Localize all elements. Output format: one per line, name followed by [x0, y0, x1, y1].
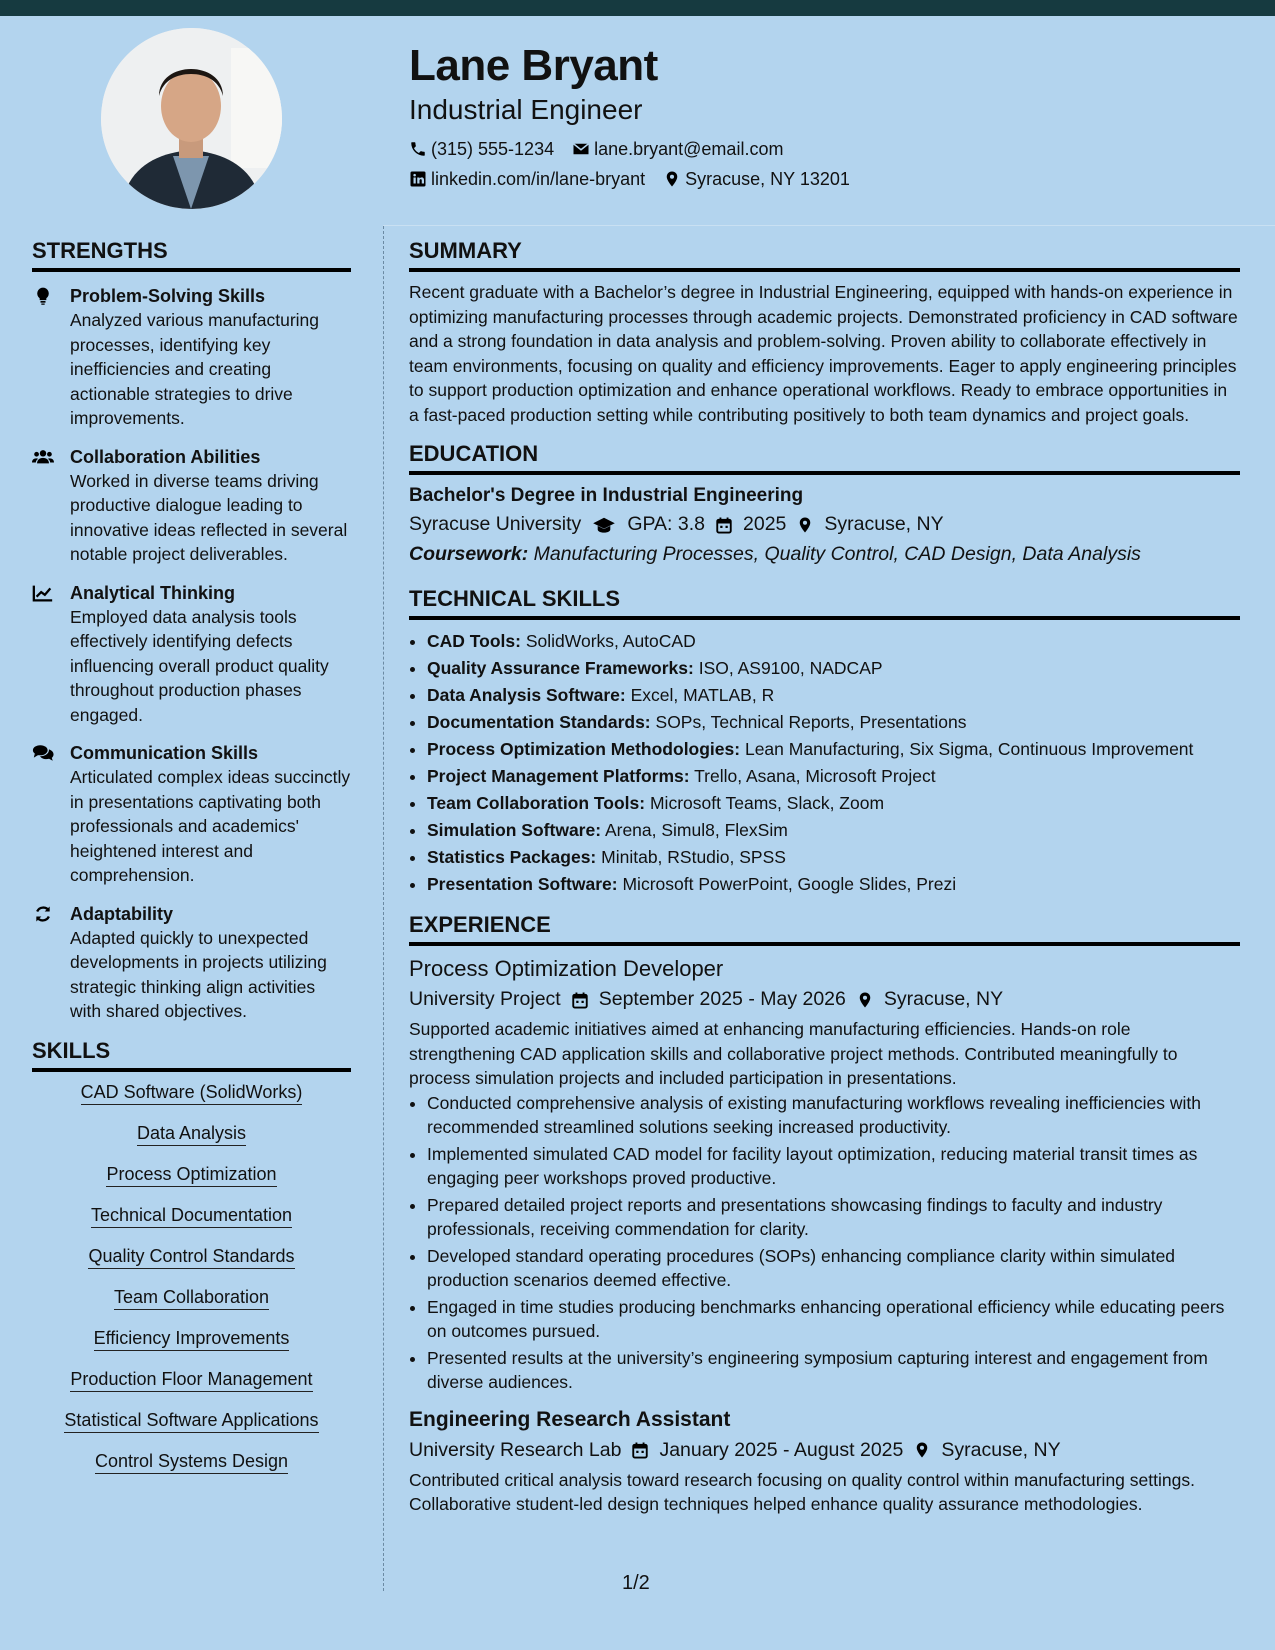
- skills-list: [32, 1080, 351, 1473]
- job-location: Syracuse, NY: [913, 1435, 1060, 1466]
- job-org: University Research Lab: [409, 1438, 622, 1461]
- skill-item: Statistical Software Applications: [32, 1408, 351, 1432]
- calendar-icon: [631, 1441, 649, 1459]
- chart-line-icon: [32, 583, 54, 603]
- tech-skill-item: • Presentation Software: Microsoft PowerPoint, Google Slides, Prezi: [427, 871, 1240, 898]
- strength-desc: Analyzed various manufacturing processes, identifying key inefficiencies and creating actionable strategies to drive improvements.: [70, 310, 320, 428]
- graduation-cap-icon: [591, 516, 617, 534]
- job-bullet: • Conducted comprehensive analysis of existing manufacturing workflows revealing inefficiencies with recommended streamlined solutions seeking increased productivity.: [427, 1091, 1240, 1140]
- lightbulb-icon: [32, 286, 54, 306]
- tech-skill-item: • Quality Assurance Frameworks: ISO, AS9100, NADCAP: [427, 655, 1240, 682]
- job-title: Engineering Research Assistant: [409, 1407, 731, 1431]
- linkedin-contact[interactable]: [409, 169, 645, 190]
- tech-skill-item: • CAD Tools: SolidWorks, AutoCAD: [427, 628, 1240, 655]
- email-contact[interactable]: [572, 139, 783, 160]
- job-bullets: [409, 1091, 1240, 1395]
- strength-item: [32, 581, 351, 728]
- skill-item: CAD Software (SolidWorks): [32, 1080, 351, 1104]
- strength-desc: Worked in diverse teams driving productive dialogue leading to innovative ideas reflected in several notable project deliverables.: [70, 470, 348, 564]
- job-bullet: • Presented results at the university’s engineering symposium capturing interest and engagement from diverse audiences.: [427, 1346, 1240, 1395]
- job-bullet: • Developed standard operating procedures (SOPs) enhancing compliance clarity within simulated production scenarios deemed effective.: [427, 1244, 1240, 1293]
- linkedin-text: linkedin.com/in/lane-bryant: [431, 168, 646, 189]
- envelope-icon: [572, 140, 590, 158]
- contact-info: [409, 134, 868, 194]
- candidate-name: Lane Bryant: [409, 41, 658, 90]
- strength-desc: Employed data analysis tools effectively identifying defects influencing overall product quality throughout production phases engaged.: [70, 606, 329, 725]
- location-text: Syracuse, NY 13201: [685, 168, 850, 189]
- calendar-icon: [571, 991, 589, 1009]
- linkedin-icon: [409, 170, 427, 188]
- graduation-year: 2025: [715, 509, 786, 540]
- strength-title: Problem-Solving Skills: [70, 286, 266, 306]
- strength-title: Collaboration Abilities: [70, 446, 261, 467]
- strength-item: [32, 741, 351, 888]
- skills-heading: SKILLS: [32, 1038, 351, 1072]
- school-name: Syracuse University: [409, 513, 582, 535]
- skill-item: Data Analysis: [32, 1121, 351, 1145]
- right-column: [409, 238, 1240, 1517]
- summary-text: Recent graduate with a Bachelor’s degree in Industrial Engineering, equipped with hands-on experience in optimizing manufacturing processes through academic projects. Demonstrated proficiency in CAD software and a strong foundation in data analysis and problem-solving. Proven ability to collaborate effectively in team environments, focusing on quality and efficiency improvements. Eager to apply engineering principles to support production optimization and enhance operational workflows. Ready to embrace opportunities in a fast-paced production setting while contributing positively to both team dynamics and project goals.: [409, 282, 1238, 425]
- strength-desc: Articulated complex ideas succinctly in presentations captivating both professionals and academics' heightened interest and comprehension.: [70, 767, 351, 885]
- degree-title: Bachelor's Degree in Industrial Engineering: [409, 485, 804, 506]
- phone-icon: [409, 140, 427, 158]
- tech-skill-item: • Documentation Standards: SOPs, Technical Reports, Presentations: [427, 709, 1240, 736]
- skill-item: Process Optimization: [32, 1162, 351, 1186]
- strength-desc: Adapted quickly to unexpected developments in projects utilizing strategic thinking align activities with shared objectives.: [70, 927, 327, 1021]
- summary-heading: SUMMARY: [409, 238, 1240, 272]
- refresh-icon: [32, 904, 54, 924]
- skill-item: Team Collaboration: [32, 1285, 351, 1309]
- education-heading: EDUCATION: [409, 441, 1240, 475]
- school-location: Syracuse, NY: [796, 509, 943, 540]
- strength-title: Analytical Thinking: [70, 582, 236, 603]
- job-location: Syracuse, NY: [856, 984, 1003, 1015]
- header-divider: [383, 225, 1275, 226]
- job-bullet: • Engaged in time studies producing benchmarks enhancing operational efficiency while educating peers on outcomes pursued.: [427, 1295, 1240, 1344]
- job-org: University Project: [409, 988, 561, 1010]
- job-meta: [409, 1435, 1240, 1466]
- tech-skill-item: • Team Collaboration Tools: Microsoft Teams, Slack, Zoom: [427, 790, 1240, 817]
- tech-skill-item: • Project Management Platforms: Trello, Asana, Microsoft Project: [427, 763, 1240, 790]
- education-meta: [409, 509, 1240, 540]
- job-dates: January 2025 - August 2025: [631, 1435, 903, 1466]
- tech-skill-item: • Statistics Packages: Minitab, RStudio, SPSS: [427, 844, 1240, 871]
- map-marker-icon: [663, 170, 681, 188]
- phone-contact[interactable]: [409, 139, 554, 160]
- email-text: lane.bryant@email.com: [594, 138, 784, 159]
- skill-item: Control Systems Design: [32, 1449, 351, 1473]
- tech-skill-item: • Data Analysis Software: Excel, MATLAB, R: [427, 682, 1240, 709]
- comments-icon: [32, 743, 54, 763]
- job-bullet: • Prepared detailed project reports and presentations showcasing findings to faculty and industry professionals, receiving commendation for clarity.: [427, 1193, 1240, 1242]
- skill-item: Technical Documentation: [32, 1203, 351, 1227]
- technical-skills-heading: TECHNICAL SKILLS: [409, 586, 1240, 620]
- strength-item: [32, 902, 351, 1024]
- coursework: Coursework: Manufacturing Processes, Quality Control, CAD Design, Data Analysis: [409, 543, 1141, 565]
- strength-item: [32, 284, 351, 431]
- top-bar: [0, 0, 1275, 16]
- candidate-role: Industrial Engineer: [409, 94, 643, 125]
- map-marker-icon: [856, 991, 874, 1009]
- calendar-icon: [715, 516, 733, 534]
- job-bullet: • Implemented simulated CAD model for facility layout optimization, reducing material transit times as engaging peer workshops proved productive.: [427, 1142, 1240, 1191]
- job-dates: September 2025 - May 2026: [571, 984, 846, 1015]
- strength-item: [32, 445, 351, 567]
- skill-item: Production Floor Management: [32, 1367, 351, 1391]
- tech-skill-item: • Process Optimization Methodologies: Lean Manufacturing, Six Sigma, Continuous Improvement: [427, 736, 1240, 763]
- job-meta: [409, 984, 1240, 1015]
- page-number: 1/2: [622, 1572, 650, 1594]
- job-description: Supported academic initiatives aimed at enhancing manufacturing efficiencies. Hands-on role strengthening CAD application skills and collaborative project methods. Contributed meaningfully to process simulation projects and included participation in presentations.: [409, 1019, 1178, 1088]
- skill-item: Quality Control Standards: [32, 1244, 351, 1268]
- skill-item: Efficiency Improvements: [32, 1326, 351, 1350]
- technical-skills-list: [409, 628, 1240, 898]
- strength-title: Communication Skills: [70, 743, 259, 763]
- experience-heading: EXPERIENCE: [409, 912, 1240, 946]
- strengths-heading: STRENGTHS: [32, 238, 351, 272]
- header: [409, 40, 868, 194]
- gpa: GPA: 3.8: [591, 509, 705, 540]
- column-divider: [383, 226, 384, 1591]
- map-marker-icon: [796, 516, 814, 534]
- users-icon: [32, 447, 54, 467]
- profile-photo: [101, 28, 282, 209]
- job-description: Contributed critical analysis toward research focusing on quality control within manufacturing settings. Collaborative student-led design techniques helped enhance quality assurance methodologies.: [409, 1469, 1195, 1514]
- location-contact: [663, 169, 850, 190]
- job-title: Process Optimization Developer: [409, 956, 724, 981]
- map-marker-icon: [913, 1441, 931, 1459]
- left-column: [32, 238, 351, 1490]
- tech-skill-item: • Simulation Software: Arena, Simul8, FlexSim: [427, 817, 1240, 844]
- phone-text: (315) 555-1234: [431, 138, 555, 159]
- strength-title: Adaptability: [70, 903, 174, 924]
